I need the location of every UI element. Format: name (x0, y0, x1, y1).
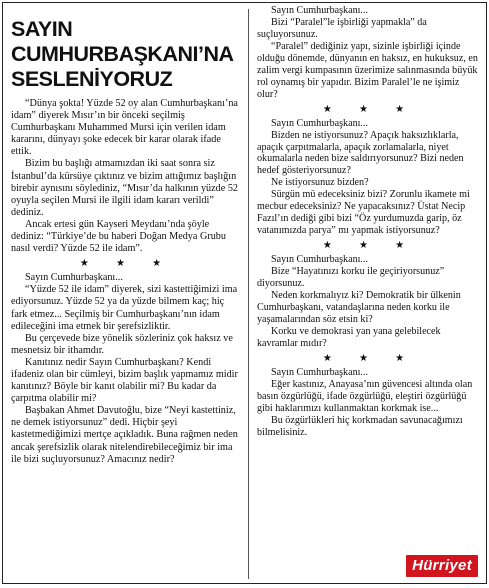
section-separator: ★ ★ ★ (322, 240, 417, 252)
paragraph: Bizden ne istiyorsunuz? Apaçık haksızlıklarla, apaçık çarpıtmalarla, apaçık zorlamalarla, niyet okumalarla neden bize saldırıyorsunuz? Bizi neden hedef gösteriyorsunuz? (257, 129, 464, 177)
paragraph: “Yüzde 52 ile idam” diyerek, sizi kastettiğimizi ima ediyorsunuz. Yüzde 52 ya da yüzde bilmem kaç; hiç fark etmez... Seçilmiş bir Cumhurbaşkanı’nın idam edileceğini ima etmek bir şerefsizliktir. (11, 284, 238, 332)
paragraph: “Dünya şokta! Yüzde 52 oy alan Cumhurbaşkanı’na idam” diyerek Mısır’ın bir önceki seçilmiş Cumhurbaşkanı Muhammed Mursi için verilen idam kararını, dünyayı şoke edecek bir karar olarak ifade ettik. (11, 98, 238, 158)
paragraph: Bu özgürlükleri hiç korkmadan savunacağımızı bilmelisiniz. (257, 414, 463, 438)
headline-line-3: SESLENİYORUZ (11, 67, 173, 91)
paragraph: Korku ve demokrasi yan yana gelebilecek kavramlar mıdır? (257, 325, 441, 349)
headline (11, 17, 242, 92)
paragraph: Bizi “Paralel”le işbirliği yapmakla” da suçluyorsunuz. (257, 16, 427, 40)
right-column (251, 3, 486, 583)
paragraph: Sayın Cumhurbaşkanı... (271, 5, 369, 16)
paragraph: Sayın Cumhurbaşkanı... (271, 366, 369, 378)
paragraph: Bizim bu başlığı atmamızdan iki saat sonra siz İstanbul’da kürsüye çıktınız ve bizim attığımız başlığın birebir aynısını söylediniz, “Mısır’da halkının yüzde 52 oyuyla seçilen Mursi ile ilgili idam kararı verildi” dediniz. (11, 158, 239, 218)
paragraph: “Paralel” dediğiniz yapı, sizinle işbirliği içinde olduğu dönemde, dünyanın en haksız, en hukuksuz, en zalim vergi kumpasının üzerimize salınmasında büyük rol oynamış bir yapıdır. Bizim Paralel’le ne işimiz olur? (257, 40, 478, 100)
headline-line-1: SAYIN (11, 17, 73, 41)
hurriyet-logo: Hürriyet (406, 555, 478, 577)
headline-line-2: CUMHURBAŞKANI’NA (11, 42, 234, 66)
paragraph: Ancak ertesi gün Kayseri Meydanı’nda şöyle dediniz: “Türkiye’de bu haberi Doğan Medya Grubu nasıl verdi? Yüzde 52 ile idam”. (11, 218, 226, 255)
paragraph: Sayın Cumhurbaşkanı... (271, 117, 369, 129)
column-divider (248, 9, 249, 579)
paragraph: Başbakan Ahmet Davutoğlu, bize “Neyi kastettiniz, ne demek istiyorsunuz” dedi. Hiçbir şeyi kastetmediğimizi mertçe açıkladık. Buna rağmen neden ancak şerefsizlik olarak nitelendirebileceğimiz bir ima ile bizi suçluyorsunuz? Amacınız nedir? (11, 405, 238, 465)
paragraph: Kanıtınız nedir Sayın Cumhurbaşkanı? Kendi ifadeniz olan bir cümleyi, bizim başlık yapmamız midir kanıtınız? Böyle bir kanıt olabilir mi? Bu kadar da çarpıtma olabilir mi? (11, 356, 238, 405)
paragraph: Eğer kastınız, Anayasa’nın güvencesi altında olan basın özgürlüğü, ifade özgürlüğü, eleştiri özgürlüğü gibi haklarımızı kullanmaktan korkmak ise... (257, 378, 473, 414)
paragraph: Sayın Cumhurbaşkanı... (25, 272, 123, 284)
section-separator: ★ ★ ★ (79, 258, 174, 270)
paragraph: Bu çerçevede bize yönelik sözleriniz çok haksız ve mesnetsiz bir ithamdır. (11, 332, 233, 356)
paragraph: Sürgün mü edeceksiniz bizi? Zorunlu ikamete mi mecbur edeceksiniz? Ne yapacaksınız? Üstat Necip Fazıl’ın dediği gibi bizi “Öz yurdumuzda garip, öz vatanımızda parya” mı yapmak istiyorsunuz? (257, 189, 470, 237)
section-separator: ★ ★ ★ (322, 103, 417, 115)
paragraph: Neden korkmalıyız ki? Demokratik bir ülkenin Cumhurbaşkanı, vatandaşlarına neden korku ile yaşamalarından söz etsin ki? (257, 290, 461, 325)
section-separator: ★ ★ ★ (322, 352, 417, 364)
newspaper-column (2, 2, 487, 584)
paragraph: Ne istiyorsunuz bizden? (271, 177, 369, 189)
paragraph: Sayın Cumhurbaşkanı... (271, 254, 369, 266)
left-column (3, 3, 248, 583)
paragraph: Bize “Hayatınızı korku ile geçiriyorsunuz” diyorsunuz. (257, 266, 445, 290)
